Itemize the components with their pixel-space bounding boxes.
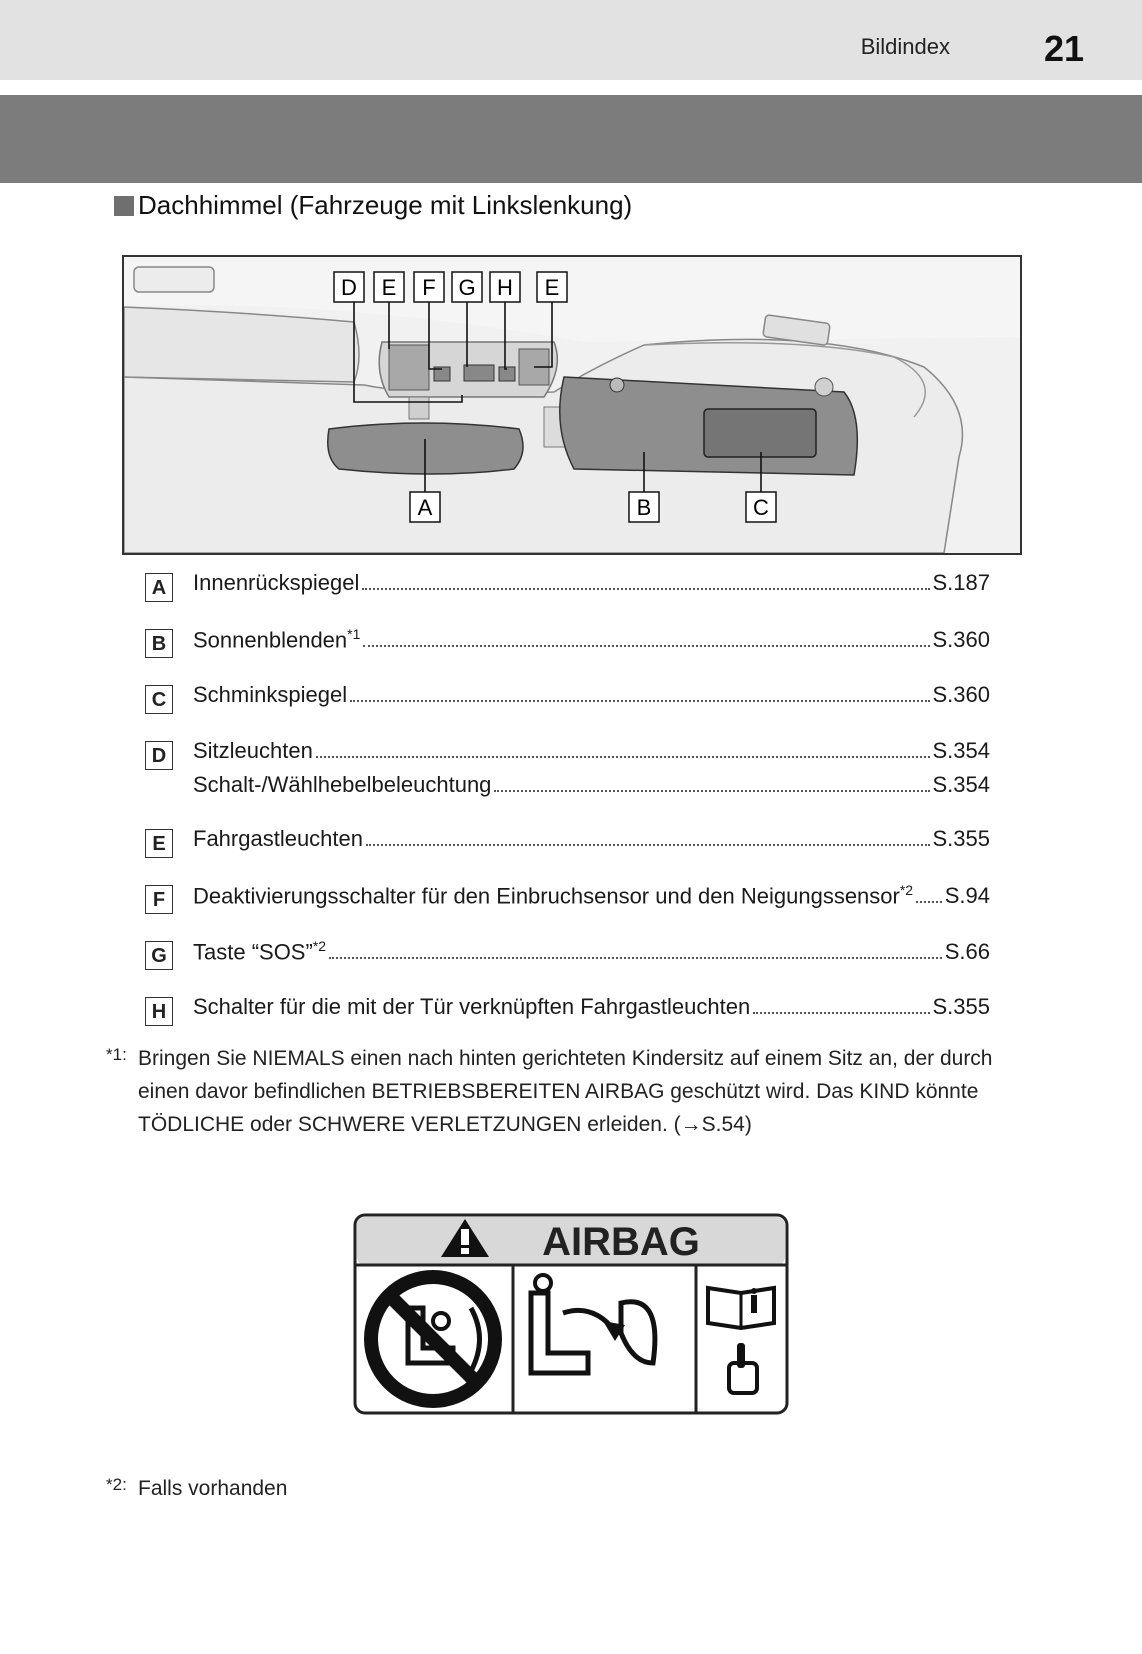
item-badge: A: [145, 573, 173, 602]
list-item-F: [145, 882, 990, 916]
list-item-G: [145, 938, 990, 972]
page-reference-link[interactable]: S.360: [932, 627, 990, 653]
heading-text: Dachhimmel (Fahrzeuge mit Linkslenkung): [138, 190, 633, 220]
svg-text:G: G: [458, 275, 476, 300]
footnote-ref: *2: [899, 882, 914, 898]
page-reference-link[interactable]: S.187: [932, 570, 990, 595]
svg-text:F: F: [422, 275, 436, 300]
svg-text:C: C: [753, 495, 769, 520]
footnote-mark: *2:: [106, 1475, 127, 1494]
footnote-1: [106, 1042, 993, 1141]
item-badge: G: [145, 941, 173, 970]
page-reference-link[interactable]: S.355: [932, 994, 990, 1019]
callout-top-F: [414, 272, 444, 302]
title-band: [0, 95, 1142, 183]
item-label: Fahrgastleuchten: [193, 826, 363, 851]
callout-top-E2: [537, 272, 567, 302]
svg-text:H: H: [497, 275, 513, 300]
footnote-mark: *1:: [106, 1045, 127, 1064]
page-reference-link[interactable]: S.354: [932, 738, 990, 763]
leader-dots: [753, 1012, 929, 1014]
item-badge: E: [145, 829, 173, 858]
list-item-A: [145, 570, 990, 604]
list-item-D-sub: [145, 772, 990, 806]
page-reference-link[interactable]: S.360: [932, 682, 990, 707]
page-number: 21: [1043, 28, 1084, 69]
page-reference-link[interactable]: S.354: [932, 772, 990, 797]
item-label: Schminkspiegel: [193, 682, 348, 707]
item-badge: H: [145, 997, 173, 1026]
footnote-text: Falls vorhanden: [138, 1477, 288, 1500]
svg-text:B: B: [636, 495, 652, 520]
component-list: [145, 570, 990, 1028]
callout-bottom-C: [746, 492, 776, 522]
footnote-2: [106, 1472, 288, 1505]
headliner-illustration: [122, 255, 1022, 555]
leader-dots: [329, 957, 942, 959]
list-item-H: [145, 994, 990, 1028]
svg-text:D: D: [341, 275, 357, 300]
callout-bottom-B: [629, 492, 659, 522]
callout-top-G: [452, 272, 482, 302]
list-item-D: [145, 738, 990, 772]
footnote-line: TÖDLICHE oder SCHWERE VERLETZUNGEN erleiden. (→S.54): [138, 1113, 752, 1136]
callout-top-H: [490, 272, 520, 302]
item-label: Schalter für die mit der Tür verknüpften Fahrgastleuchten: [193, 994, 751, 1019]
list-item-B: [145, 626, 990, 660]
list-item-C: [145, 682, 990, 716]
leader-dots: [366, 844, 930, 846]
svg-text:A: A: [417, 495, 433, 520]
svg-text:E: E: [381, 275, 397, 300]
footnote-line: Bringen Sie NIEMALS einen nach hinten gerichteten Kindersitz auf einem Sitz an, der durch: [138, 1047, 993, 1070]
item-badge: B: [145, 629, 173, 658]
airbag-title: AIRBAG: [542, 1220, 700, 1264]
leader-dots: [363, 645, 929, 647]
callout-top-D: [334, 272, 364, 302]
svg-text:E: E: [544, 275, 560, 300]
leader-dots: [316, 756, 930, 758]
leader-dots: [916, 901, 942, 903]
leader-dots: [350, 700, 929, 702]
item-label: Innenrückspiegel: [193, 570, 360, 595]
item-badge: D: [145, 741, 173, 770]
item-badge: F: [145, 885, 173, 914]
section-label: Bildindex: [860, 34, 950, 59]
callout-bottom-A: [410, 492, 440, 522]
footnote-ref: *1: [347, 626, 361, 642]
footnote-ref: *2: [312, 938, 327, 954]
page-reference-link[interactable]: S.94: [944, 883, 990, 909]
list-item-E: [145, 826, 990, 860]
page-reference-link[interactable]: S.66: [944, 939, 990, 965]
callout-top-E: [374, 272, 404, 302]
item-label: Sitzleuchten: [193, 738, 313, 763]
page-reference-link[interactable]: S.355: [932, 826, 990, 851]
footnote-line: einen davor befindlichen BETRIEBSBEREITEN AIRBAG geschützt wird. Das KIND könnte: [138, 1080, 979, 1103]
item-label: Schalt-/Wählhebelbeleuchtung: [193, 772, 492, 797]
leader-dots: [362, 588, 929, 590]
item-label: Deaktivierungsschalter für den Einbruchsensor und den Neigungssensor$^{*2}$: [193, 882, 914, 909]
section-heading: [114, 190, 632, 221]
heading-square-icon: [114, 196, 134, 216]
item-label: Sonnenblenden$^{*1}$: [193, 626, 361, 653]
headliner-drawing: [124, 257, 1020, 553]
leader-dots: [494, 790, 929, 792]
header-band: [0, 0, 1142, 80]
airbag-warning-label: [353, 1213, 789, 1420]
airbag-label-drawing: [353, 1213, 789, 1415]
item-label: Taste “SOS”$^{*2}$: [193, 938, 327, 965]
item-badge: C: [145, 685, 173, 714]
